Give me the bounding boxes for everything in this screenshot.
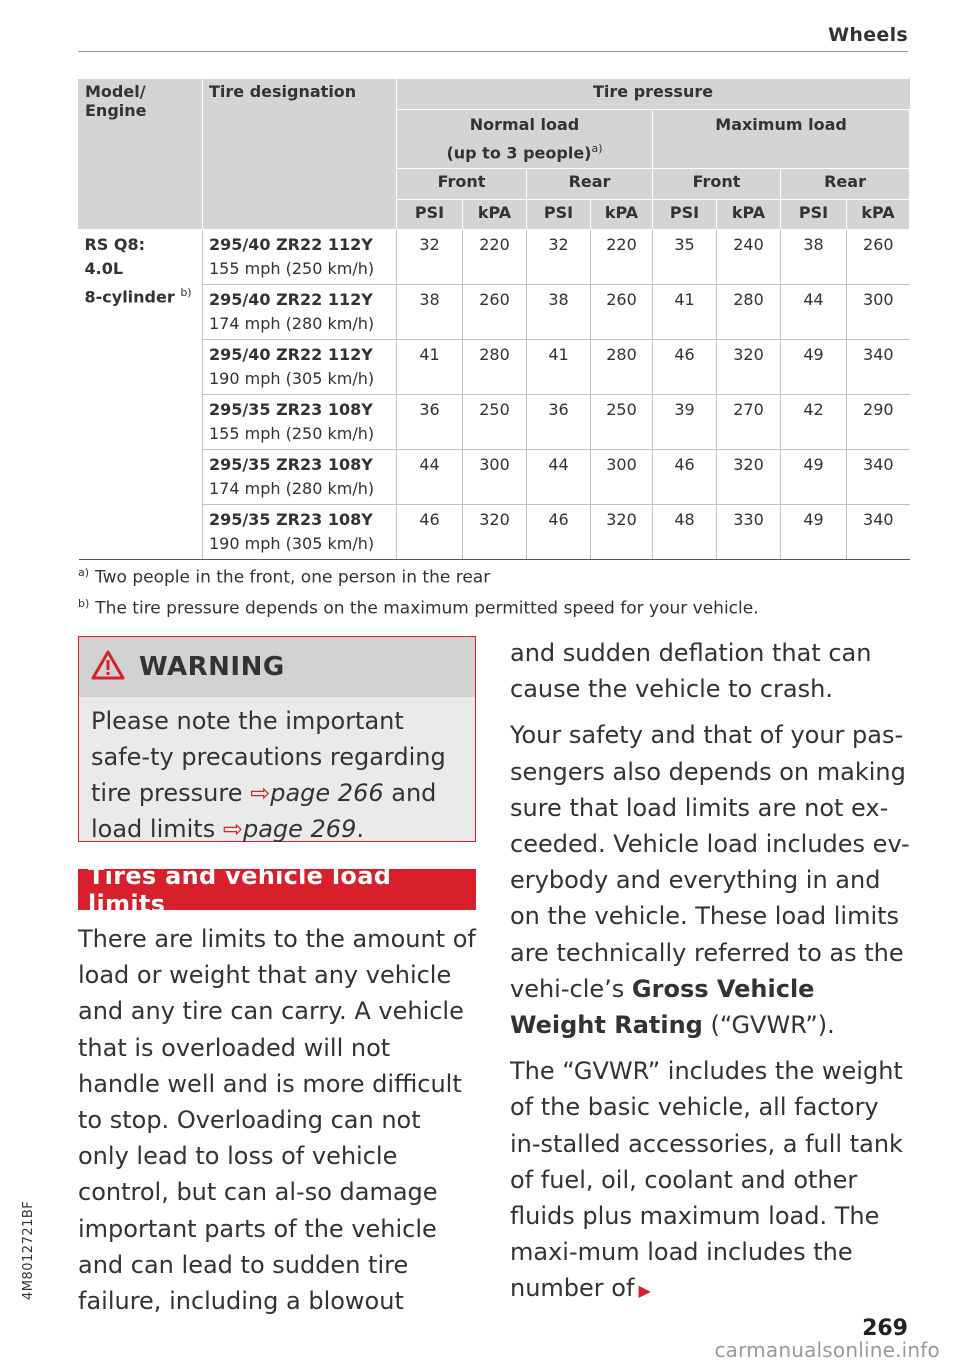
header-normal-rear: Rear — [527, 169, 653, 200]
warning-triangle-icon — [91, 650, 139, 684]
psi-value: 46 — [653, 340, 717, 395]
warning-text — [79, 697, 475, 847]
footnote-mark: a) — [78, 566, 90, 579]
kpa-value: 250 — [591, 395, 653, 450]
tire-size: 295/35 ZR23 108Y — [209, 455, 373, 475]
kpa-value: 220 — [591, 230, 653, 285]
engine-displacement: 4.0L — [84, 259, 124, 279]
header-normal-load — [397, 110, 653, 169]
header-kpa: kPA — [847, 200, 910, 230]
header-psi: PSI — [397, 200, 463, 230]
tire-speed-rating: 155 mph (250 km/h) — [209, 424, 375, 444]
header-max-front: Front — [653, 169, 781, 200]
psi-value: 41 — [527, 340, 591, 395]
table-row — [79, 395, 910, 450]
kpa-value: 260 — [847, 230, 910, 285]
header-max-rear: Rear — [781, 169, 910, 200]
continue-arrow-icon: ▶ — [638, 1281, 651, 1301]
kpa-value: 290 — [847, 395, 910, 450]
tire-speed-rating: 155 mph (250 km/h) — [209, 259, 375, 279]
body-paragraph — [510, 1053, 910, 1309]
tire-designation-cell — [203, 230, 397, 285]
table-row — [79, 450, 910, 505]
kpa-value: 320 — [717, 450, 781, 505]
kpa-value: 340 — [847, 450, 910, 505]
page-number: 269 — [862, 1316, 908, 1341]
warning-text-part: Please note the important safe-ty precautions regarding tire pressure — [91, 707, 446, 807]
paragraph-text: Your safety and that of your pas-sengers also depends on making sure that load limits are not ex-ceeded. Vehicle load includes ev-erybody and everything in and on the vehicle. These load limits are technically referred to as the vehi-cle’s — [510, 721, 910, 1003]
table-row — [79, 340, 910, 395]
paragraph-text: (“GVWR”). — [710, 1011, 835, 1040]
header-normal-front: Front — [397, 169, 527, 200]
kpa-value: 320 — [717, 340, 781, 395]
psi-value: 46 — [527, 505, 591, 560]
right-column — [510, 635, 910, 1310]
kpa-value: 240 — [717, 230, 781, 285]
gvwr-term: Gross Vehicle Weight Rating — [510, 974, 815, 1040]
header-tire-designation: Tire designation — [203, 79, 397, 230]
kpa-value: 280 — [463, 340, 527, 395]
psi-value: 36 — [527, 395, 591, 450]
psi-value: 39 — [653, 395, 717, 450]
header-maximum-load: Maximum load — [653, 110, 910, 169]
table-row — [79, 505, 910, 560]
kpa-value: 320 — [463, 505, 527, 560]
psi-value: 49 — [781, 450, 847, 505]
tire-speed-rating: 190 mph (305 km/h) — [209, 369, 375, 389]
tire-pressure-table — [78, 78, 910, 560]
tire-designation-cell — [203, 285, 397, 340]
footnote-a — [78, 566, 490, 588]
kpa-value: 280 — [591, 340, 653, 395]
page-reference-link[interactable]: page 266 — [270, 779, 384, 807]
kpa-value: 340 — [847, 340, 910, 395]
psi-value: 38 — [527, 285, 591, 340]
tire-size: 295/40 ZR22 112Y — [209, 345, 373, 365]
psi-value: 44 — [527, 450, 591, 505]
psi-value: 36 — [397, 395, 463, 450]
section-header: Wheels — [828, 24, 908, 46]
header-kpa: kPA — [717, 200, 781, 230]
tire-speed-rating: 190 mph (305 km/h) — [209, 534, 375, 554]
psi-value: 46 — [397, 505, 463, 560]
psi-value: 38 — [397, 285, 463, 340]
left-column — [78, 921, 478, 1319]
header-psi: PSI — [781, 200, 847, 230]
table-row — [79, 230, 910, 285]
psi-value: 41 — [653, 285, 717, 340]
body-paragraph — [510, 717, 910, 1043]
normal-load-sub: (up to 3 people) — [446, 143, 592, 163]
tire-speed-rating: 174 mph (280 km/h) — [209, 314, 375, 334]
kpa-value: 330 — [717, 505, 781, 560]
kpa-value: 280 — [717, 285, 781, 340]
psi-value: 32 — [397, 230, 463, 285]
footnote-ref-b: b) — [180, 286, 192, 300]
model-engine-cell — [79, 230, 203, 560]
psi-value: 44 — [781, 285, 847, 340]
psi-value: 41 — [397, 340, 463, 395]
kpa-value: 300 — [463, 450, 527, 505]
tire-size: 295/35 ZR23 108Y — [209, 510, 373, 530]
normal-load-label: Normal load — [469, 115, 580, 134]
psi-value: 35 — [653, 230, 717, 285]
header-kpa: kPA — [591, 200, 653, 230]
kpa-value: 260 — [463, 285, 527, 340]
header-kpa: kPA — [463, 200, 527, 230]
footnote-text: Two people in the front, one person in the rear — [95, 567, 491, 588]
tire-size: 295/40 ZR22 112Y — [209, 235, 373, 255]
kpa-value: 300 — [847, 285, 910, 340]
warning-title: WARNING — [139, 652, 285, 682]
page-reference-link[interactable]: page 269 — [242, 815, 357, 843]
header-tire-pressure: Tire pressure — [397, 79, 910, 110]
psi-value: 49 — [781, 505, 847, 560]
kpa-value: 260 — [591, 285, 653, 340]
document-code: 4M8012721BF — [21, 1200, 36, 1300]
tire-size: 295/35 ZR23 108Y — [209, 400, 373, 420]
model-name: RS Q8: — [84, 235, 146, 255]
psi-value: 38 — [781, 230, 847, 285]
warning-text-part: and load limits — [91, 779, 437, 843]
tire-size: 295/40 ZR22 112Y — [209, 290, 373, 310]
kpa-value: 320 — [591, 505, 653, 560]
kpa-value: 220 — [463, 230, 527, 285]
footnote-ref-a: a) — [591, 142, 603, 155]
engine-cylinders: 8-cylinder — [84, 287, 175, 307]
tire-speed-rating: 174 mph (280 km/h) — [209, 479, 375, 499]
psi-value: 46 — [653, 450, 717, 505]
kpa-value: 250 — [463, 395, 527, 450]
warning-text-part: . — [356, 815, 364, 843]
arrow-right-icon: ⇨ — [250, 779, 271, 807]
warning-header — [79, 637, 475, 697]
psi-value: 49 — [781, 340, 847, 395]
watermark: carmanualsonline.info — [714, 1338, 940, 1362]
footnote-b — [78, 597, 759, 619]
header-model-engine: Model/ Engine — [79, 79, 203, 230]
tire-designation-cell — [203, 505, 397, 560]
paragraph-text: The “GVWR” includes the weight of the basic vehicle, all factory in-stalled accessories, a full tank of fuel, oil, coolant and other fluids plus maximum load. The maxi-mum load includes the number of — [510, 1057, 903, 1303]
kpa-value: 300 — [591, 450, 653, 505]
header-rule — [78, 51, 908, 52]
footnote-text: The tire pressure depends on the maximum permitted speed for your vehicle. — [95, 598, 759, 619]
psi-value: 32 — [527, 230, 591, 285]
header-psi: PSI — [527, 200, 591, 230]
header-psi: PSI — [653, 200, 717, 230]
body-paragraph: and sudden deflation that can cause the vehicle to crash. — [510, 639, 872, 704]
psi-value: 42 — [781, 395, 847, 450]
kpa-value: 270 — [717, 395, 781, 450]
body-paragraph: There are limits to the amount of load or weight that any vehicle and any tire can carry. A vehicle that is overloaded will not handle well and is more difficult to stop. Overloading can not only lead to loss of vehicle control, but can al-so damage important parts of the vehicle and can lead to sudden tire failure, including a blowout — [78, 925, 476, 1316]
tire-designation-cell — [203, 395, 397, 450]
warning-box — [78, 636, 476, 842]
psi-value: 48 — [653, 505, 717, 560]
footnote-mark: b) — [78, 597, 90, 610]
tire-designation-cell — [203, 340, 397, 395]
kpa-value: 340 — [847, 505, 910, 560]
psi-value: 44 — [397, 450, 463, 505]
tire-designation-cell — [203, 450, 397, 505]
table-row — [79, 285, 910, 340]
arrow-right-icon: ⇨ — [222, 815, 243, 843]
section-title: Tires and vehicle load limits — [78, 869, 476, 910]
